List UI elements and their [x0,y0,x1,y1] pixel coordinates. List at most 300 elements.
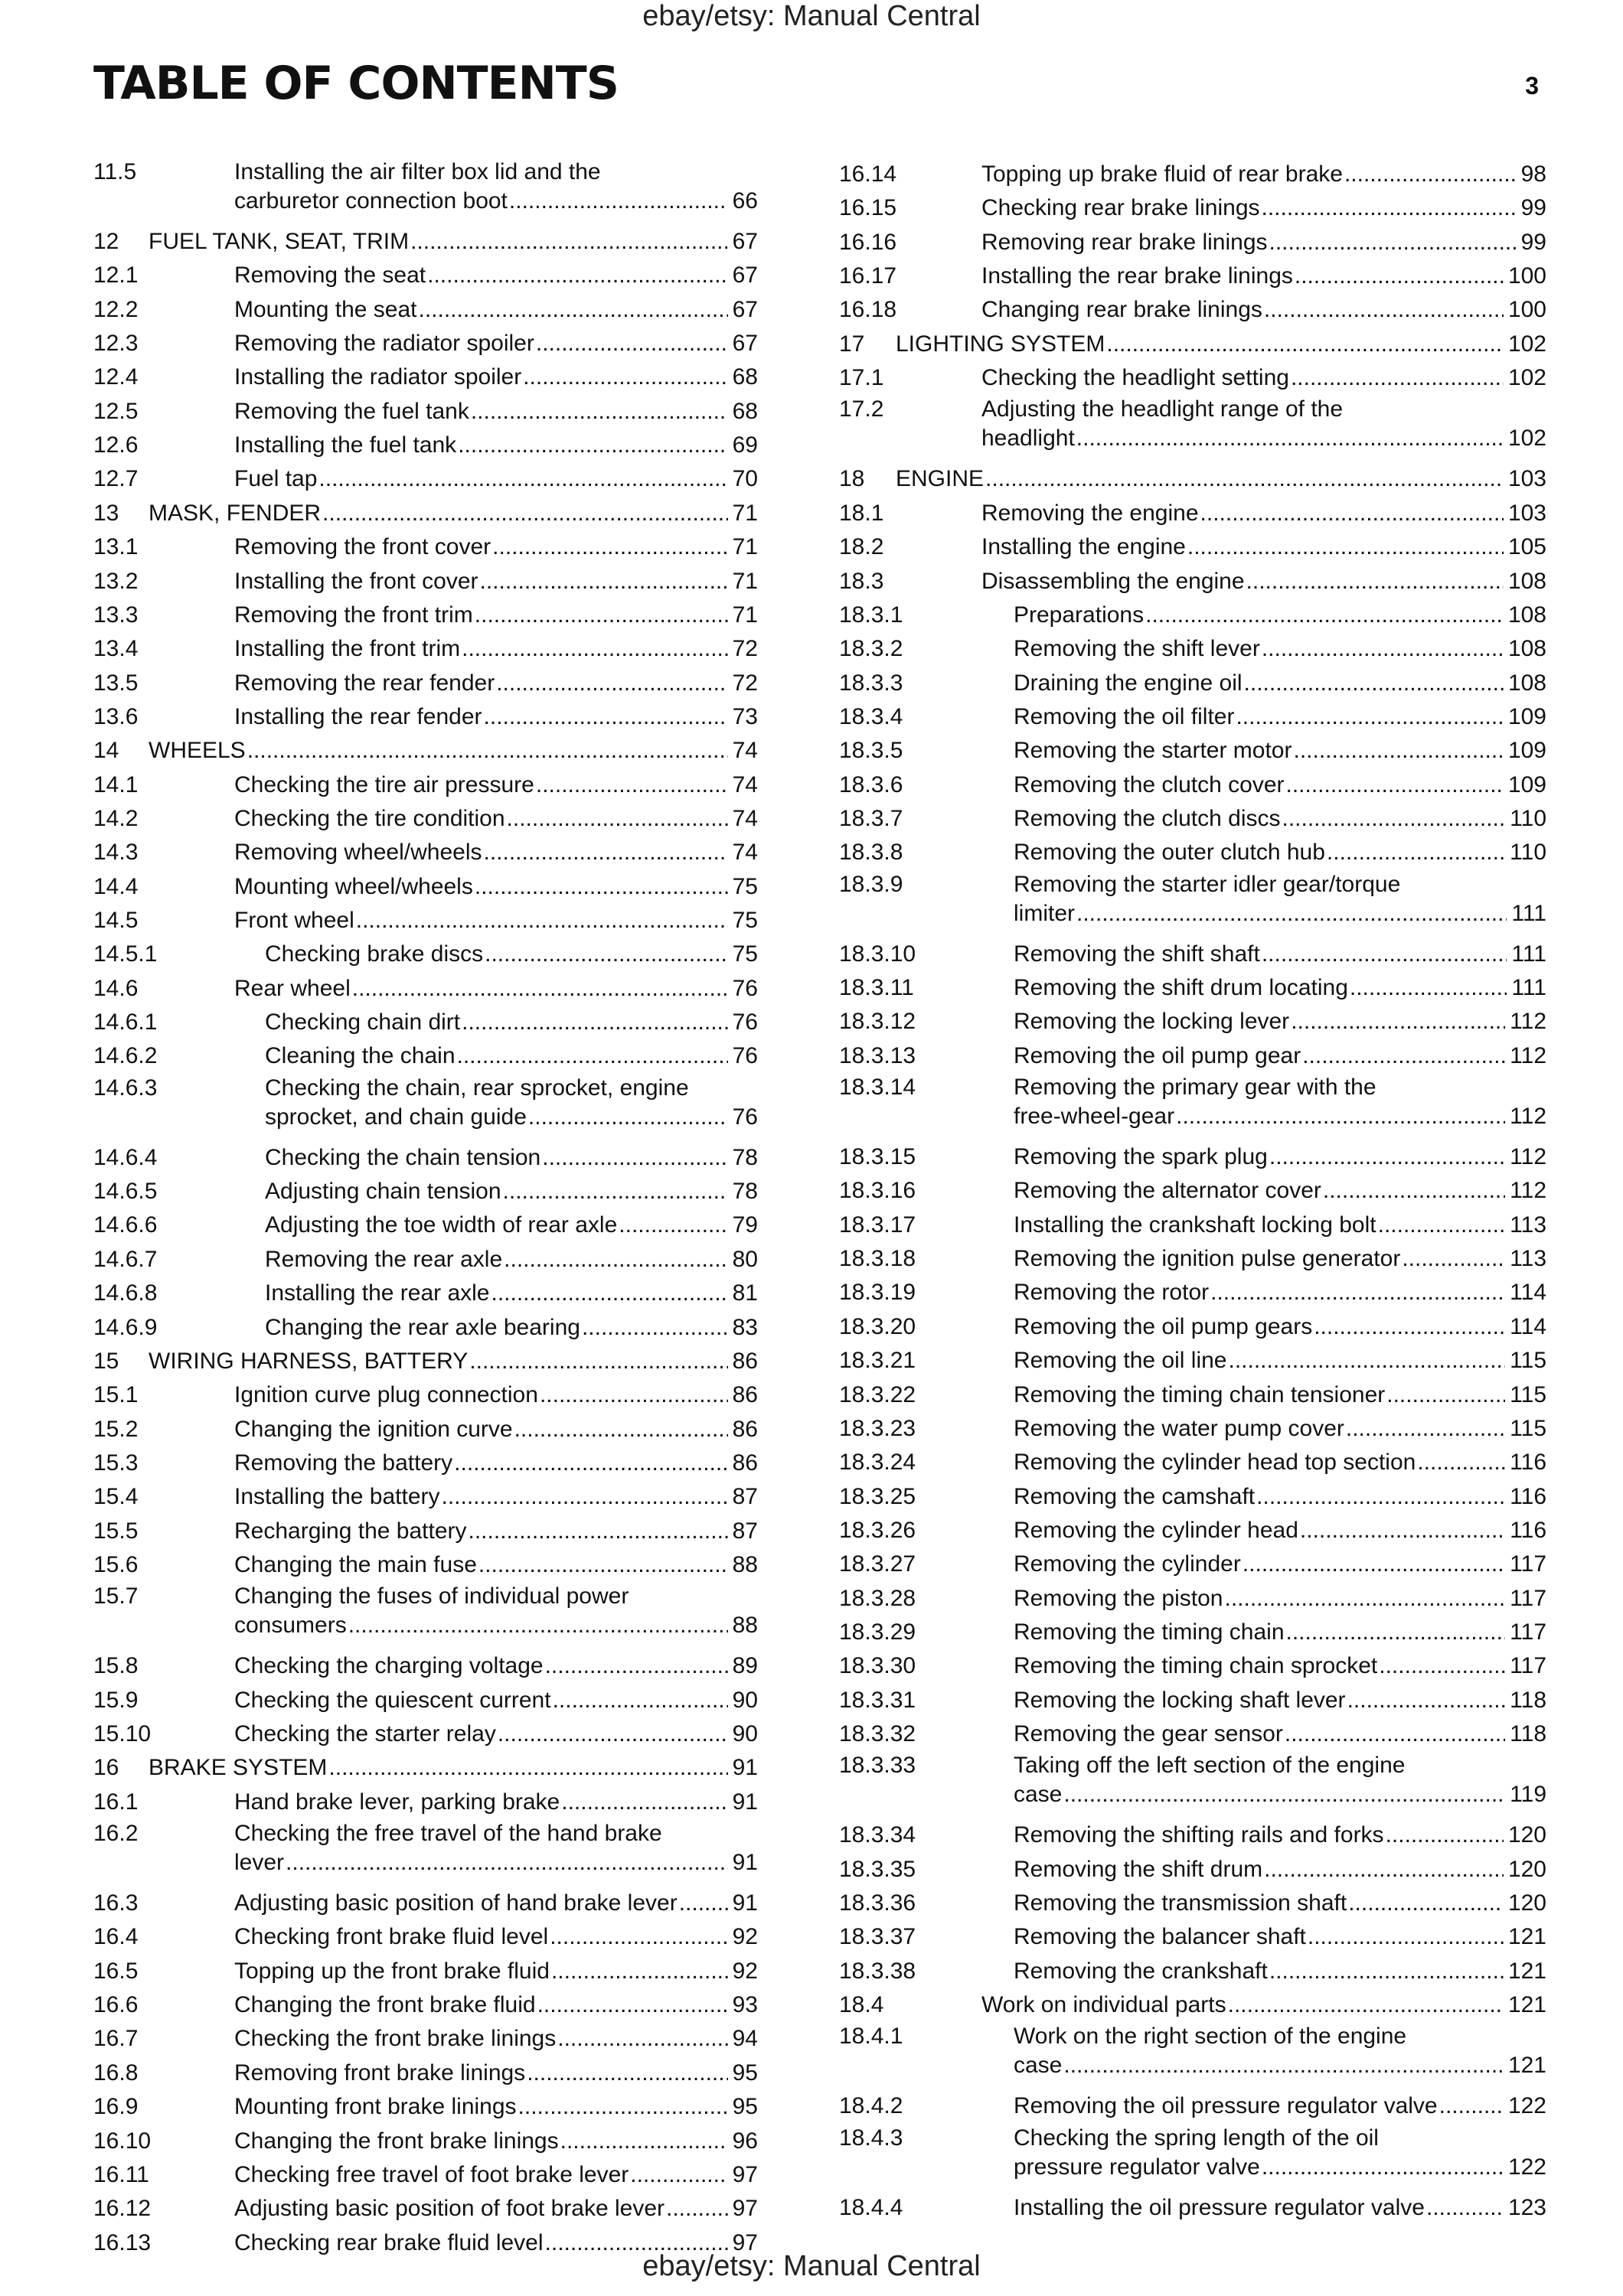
toc-entry[interactable] [839,1684,1546,1717]
toc-entry-title: Changing rear brake linings [981,297,1262,323]
toc-entry[interactable] [93,1074,758,1135]
toc-entry[interactable] [839,1446,1546,1479]
toc-entry-page: 112 [1510,1178,1546,1204]
toc-entry-page: 79 [732,1212,758,1238]
toc-entry[interactable] [839,768,1546,802]
toc-entry[interactable] [93,2192,758,2226]
dot-leader [561,1786,727,1819]
toc-entry-number: 18.2 [839,534,884,560]
toc-entry-page: 81 [732,1280,758,1306]
toc-entry-page: 71 [732,534,758,560]
toc-entry-page: 90 [732,1721,758,1746]
toc-entry-number: 18.3 [839,568,884,594]
toc-entry-page: 86 [732,1450,758,1476]
dot-leader [666,2192,728,2226]
toc-entry-page: 99 [1520,229,1546,255]
toc-entry[interactable] [93,462,758,496]
toc-entry-page: 87 [732,1484,758,1510]
dot-leader [1269,1955,1504,1988]
toc-entry-title: Adjusting basic position of hand brake lever [234,1890,678,1916]
toc-entry-number: 14.6.2 [93,1043,158,1069]
toc-entry[interactable] [839,395,1546,456]
toc-entry[interactable] [839,497,1546,530]
toc-entry[interactable] [839,1174,1546,1208]
toc-entry[interactable] [839,2089,1546,2123]
toc-entry-title: Removing the rear fender [234,670,495,696]
toc-entry-number: 18.3.7 [839,805,903,831]
toc-entry-page: 97 [732,2196,758,2222]
dot-leader [550,1920,727,1954]
toc-entry[interactable] [839,2124,1546,2185]
toc-entry[interactable] [839,598,1546,632]
dot-leader [247,734,728,768]
toc-entry[interactable] [839,259,1546,293]
toc-entry[interactable] [93,1039,758,1073]
toc-entry[interactable] [93,1277,758,1310]
toc-entry-page: 108 [1507,602,1546,628]
toc-entry-number: 13.2 [93,568,139,594]
toc-entry-page: 110 [1510,840,1546,866]
toc-entry[interactable] [93,1819,758,1880]
toc-entry[interactable] [93,870,758,904]
toc-entry-number: 14 [93,738,119,764]
toc-entry[interactable] [839,1887,1546,1920]
toc-entry-title: Removing the spark plug [1014,1144,1268,1170]
dot-leader [536,768,728,802]
toc-entry-page: 111 [1511,975,1546,1000]
page-title: TABLE OF CONTENTS [93,57,619,110]
toc-entry-page: 71 [732,602,758,628]
toc-entry-number: 16.15 [839,195,897,221]
toc-entry-title: Adjusting the toe width of rear axle [265,1212,618,1238]
toc-entry[interactable] [839,565,1546,598]
dot-leader [1063,2051,1504,2080]
toc-entry-page: 122 [1507,2093,1546,2119]
dot-leader [1386,1818,1504,1852]
toc-entry-page: 76 [732,1043,758,1069]
toc-entry-page: 109 [1507,703,1546,729]
dot-leader [528,1103,728,1132]
dot-leader [537,1988,728,2022]
toc-entry-number: 18.3.1 [839,602,903,628]
toc-entry[interactable] [839,1208,1546,1242]
toc-entry[interactable] [93,1175,758,1208]
toc-entry[interactable] [93,1684,758,1717]
toc-entry[interactable] [93,429,758,462]
toc-entry[interactable] [839,1818,1546,1852]
toc-entry[interactable] [93,1751,758,1785]
toc-entry-title: Removing the outer clutch hub [1014,840,1325,866]
toc-entry[interactable] [839,836,1546,869]
toc-entry[interactable] [93,1345,758,1378]
toc-entry-number: 14.3 [93,840,139,866]
toc-entry[interactable] [93,1920,758,1954]
toc-entry-title: Removing the water pump cover [1014,1415,1344,1441]
toc-entry-page: 121 [1507,1958,1546,1984]
toc-entry-number: 18.3.9 [839,871,903,897]
toc-entry[interactable] [839,361,1546,395]
dot-leader [1244,667,1504,700]
toc-entry-page: 108 [1507,636,1546,662]
toc-entry-number: 18.3.23 [839,1415,916,1441]
toc-entry[interactable] [839,870,1546,931]
toc-entry[interactable] [93,497,758,530]
toc-entry-number: 15.6 [93,1551,139,1577]
page-number: 3 [1525,72,1539,99]
dot-leader [1228,1988,1504,2022]
toc-entry[interactable] [93,1548,758,1582]
toc-entry[interactable] [93,1582,758,1643]
toc-entry-number: 18.3.27 [839,1551,916,1577]
toc-entry[interactable] [93,667,758,700]
toc-entry[interactable] [93,734,758,768]
dot-leader [496,667,727,700]
toc-entry[interactable] [93,259,758,292]
toc-entry[interactable] [839,734,1546,768]
toc-entry-number: 16.17 [839,263,897,289]
toc-entry[interactable] [93,700,758,734]
toc-entry-title-continued: case [1014,1782,1063,1808]
dot-leader [484,700,728,734]
dot-leader [582,1311,728,1345]
toc-entry-number: 18.3.34 [839,1822,916,1848]
toc-entry[interactable] [93,1649,758,1683]
toc-entry-page: 72 [732,636,758,662]
toc-entry[interactable] [93,1955,758,1988]
toc-entry-title: Changing the main fuse [234,1551,477,1577]
toc-entry-title: WIRING HARNESS, BATTERY [149,1348,469,1374]
toc-entry-page: 112 [1510,1042,1546,1068]
dot-leader [504,1243,727,1277]
toc-entry-number: 18.4.2 [839,2093,903,2119]
toc-entry[interactable] [839,1242,1546,1276]
dot-leader [491,1277,728,1310]
toc-entry-page: 121 [1507,2053,1546,2079]
toc-entry-page: 114 [1510,1313,1546,1339]
toc-entry-number: 14.6.6 [93,1212,158,1238]
dot-leader [1286,1616,1506,1649]
toc-entry[interactable] [839,632,1546,666]
toc-entry[interactable] [839,1378,1546,1412]
dot-leader [1295,259,1504,293]
dot-leader [1402,1242,1505,1276]
toc-entry-number: 15.2 [93,1416,139,1442]
toc-entry[interactable] [839,1514,1546,1548]
toc-entry[interactable] [93,360,758,394]
toc-entry-page: 86 [732,1416,758,1442]
toc-entry[interactable] [93,632,758,666]
toc-entry-number: 18.3.38 [839,1958,916,1984]
toc-entry[interactable] [839,938,1546,971]
toc-entry-number: 16.16 [839,229,897,255]
toc-entry-page: 111 [1511,900,1546,926]
toc-entry-page: 102 [1507,331,1546,357]
toc-entry[interactable] [93,904,758,938]
toc-entry[interactable] [93,1208,758,1242]
toc-entry-title: Removing the primary gear with the [1014,1075,1376,1101]
toc-entry-title: Removing the piston [1014,1585,1223,1611]
toc-entry[interactable] [839,462,1546,496]
toc-entry[interactable] [93,1717,758,1751]
toc-entry[interactable] [839,1649,1546,1683]
toc-entry[interactable] [93,836,758,869]
dot-leader [1327,836,1505,869]
toc-entry[interactable] [839,1140,1546,1174]
toc-entry[interactable] [93,1311,758,1345]
dot-leader [1236,700,1503,734]
toc-entry-number: 14.1 [93,771,139,797]
toc-entry[interactable] [839,226,1546,259]
toc-entry-page: 116 [1510,1450,1546,1476]
toc-entry-number: 12.3 [93,331,139,357]
toc-entry-page: 115 [1510,1381,1546,1407]
dot-leader [478,1548,728,1582]
toc-entry-page: 113 [1510,1246,1546,1272]
dot-leader [410,225,728,259]
toc-entry-title: Removing the transmission shaft [1014,1890,1347,1916]
toc-entry-page: 67 [732,263,758,289]
toc-entry-title: Changing the rear axle bearing [265,1314,580,1340]
toc-entry-number: 15.9 [93,1687,139,1713]
toc-entry[interactable] [839,1412,1546,1446]
toc-entry[interactable] [839,700,1546,734]
toc-entry[interactable] [93,327,758,360]
toc-entry-page: 74 [732,805,758,831]
toc-entry-title: Checking free travel of foot brake lever [234,2161,629,2187]
toc-entry[interactable] [93,530,758,564]
toc-entry-title: Removing rear brake linings [981,229,1268,255]
toc-entry[interactable] [93,1006,758,1039]
toc-entry-page: 121 [1507,1924,1546,1950]
toc-entry-title: Work on the right section of the engine [1014,2024,1407,2050]
toc-entry[interactable] [93,1480,758,1514]
toc-entry[interactable] [93,2022,758,2056]
toc-entry-title: Topping up brake fluid of rear brake [981,161,1343,187]
dot-leader [540,1378,728,1412]
toc-entry-number: 18.3.18 [839,1246,916,1272]
toc-entry-title: Removing the clutch discs [1014,805,1281,831]
toc-entry-title: Checking chain dirt [265,1009,461,1035]
toc-entry[interactable] [93,293,758,327]
dot-leader [560,2125,728,2158]
toc-entry[interactable] [93,1988,758,2022]
toc-entry[interactable] [839,1582,1546,1616]
toc-entry-title: Removing the shifting rails and forks [1014,1822,1384,1848]
toc-entry-number: 15.1 [93,1382,139,1408]
toc-entry-page: 97 [732,2229,758,2255]
toc-entry-page: 91 [732,1890,758,1916]
toc-entry[interactable] [839,2022,1546,2083]
toc-entry-title: Removing the timing chain tensioner [1014,1381,1386,1407]
toc-entry[interactable] [839,158,1546,191]
toc-entry[interactable] [93,2158,758,2192]
toc-entry-number: 15.3 [93,1450,139,1476]
toc-entry[interactable] [93,2056,758,2090]
toc-entry-number: 16.8 [93,2060,139,2086]
toc-entry-number: 18.3.33 [839,1753,916,1779]
toc-entry[interactable] [93,395,758,429]
toc-entry-number: 18.3.16 [839,1178,916,1204]
toc-entry-page: 117 [1510,1551,1546,1577]
toc-entry-number: 16.2 [93,1821,139,1847]
toc-entry-number: 12.4 [93,364,139,390]
toc-entry[interactable] [839,530,1546,564]
toc-entry[interactable] [839,1480,1546,1514]
dot-leader [1262,938,1507,971]
toc-entry[interactable] [93,768,758,802]
toc-entry-number: 18.3.20 [839,1313,916,1339]
toc-entry-page: 115 [1510,1415,1546,1441]
toc-entry[interactable] [839,971,1546,1005]
toc-entry-number: 12.1 [93,263,139,289]
toc-entry-page: 100 [1507,263,1546,289]
toc-entry-page: 68 [732,398,758,424]
toc-entry[interactable] [93,1446,758,1480]
toc-entry-number: 18.3.22 [839,1381,916,1407]
toc-entry[interactable] [839,1853,1546,1887]
dot-leader [1348,1887,1504,1920]
toc-entry[interactable] [93,598,758,632]
toc-entry-title: Checking the charging voltage [234,1653,544,1679]
toc-entry[interactable] [839,1073,1546,1134]
toc-entry[interactable] [93,938,758,971]
dot-leader [514,1413,728,1446]
toc-entry-title: Installing the rear brake linings [981,263,1293,289]
toc-entry[interactable] [839,1039,1546,1073]
toc-entry-number: 16 [93,1755,119,1781]
dot-leader [1264,293,1504,327]
toc-entry[interactable] [839,1005,1546,1039]
toc-entry-page: 80 [732,1246,758,1272]
toc-entry-number: 18.3.8 [839,840,903,866]
toc-entry-page: 78 [732,1179,758,1205]
toc-entry-page: 73 [732,703,758,729]
toc-entry-number: 16.7 [93,2026,139,2052]
toc-entry[interactable] [839,1344,1546,1378]
toc-entry-page: 121 [1507,1992,1546,2018]
toc-entry[interactable] [93,1515,758,1548]
toc-entry[interactable] [839,191,1546,225]
toc-entry[interactable] [839,1751,1546,1812]
toc-entry-number: 18.3.4 [839,703,903,729]
dot-leader [553,1684,728,1717]
toc-entry-title-continued: headlight [981,426,1075,452]
toc-entry-number: 18.3.2 [839,636,903,662]
toc-entry-number: 18.3.36 [839,1890,916,1916]
toc-entry-title: Removing the camshaft [1014,1483,1256,1509]
toc-entry-title: Checking the tire air pressure [234,771,534,797]
toc-entry-title: Rear wheel [234,975,351,1001]
toc-entry[interactable] [93,1378,758,1412]
dot-leader [1264,1853,1504,1887]
toc-entry-page: 91 [732,1755,758,1781]
toc-entry[interactable] [839,667,1546,700]
toc-entry-number: 17.1 [839,365,884,391]
toc-entry[interactable] [93,1413,758,1446]
toc-entry-number: 14.6.5 [93,1179,158,1205]
toc-entry[interactable] [93,1887,758,1920]
toc-entry-title: Installing the battery [234,1484,440,1510]
toc-entry[interactable] [839,293,1546,327]
toc-entry-page: 97 [732,2161,758,2187]
toc-entry[interactable] [839,1717,1546,1751]
toc-entry[interactable] [839,1548,1546,1581]
toc-entry-number: 18.3.17 [839,1212,916,1238]
toc-entry-title: Removing wheel/wheels [234,840,482,866]
toc-entry[interactable] [93,1141,758,1175]
toc-entry[interactable] [839,1276,1546,1309]
toc-entry[interactable] [93,1786,758,1819]
toc-entry[interactable] [839,1955,1546,1988]
toc-entry[interactable] [93,158,758,219]
dot-leader [518,2090,728,2124]
toc-entry[interactable] [93,1243,758,1277]
toc-entry-number: 18.3.26 [839,1517,916,1543]
toc-entry-title: Removing the oil pressure regulator valve [1014,2093,1438,2119]
toc-entry[interactable] [93,802,758,836]
toc-entry-page: 67 [732,296,758,322]
toc-entry-number: 14.5.1 [93,941,158,967]
toc-entry-title: Mounting wheel/wheels [234,873,473,899]
toc-entry-title: Removing front brake linings [234,2060,526,2086]
toc-entry-number: 16.6 [93,1992,139,2018]
toc-entry[interactable] [93,225,758,259]
toc-entry-title: Removing the cylinder head top section [1014,1450,1416,1476]
toc-entry[interactable] [839,1920,1546,1954]
toc-entry[interactable] [839,2191,1546,2225]
toc-entry-page: 120 [1507,1822,1546,1848]
toc-entry[interactable] [839,328,1546,361]
watermark-bottom: ebay/etsy: Manual Central [642,2250,981,2282]
toc-entry[interactable] [839,1616,1546,1649]
toc-entry-page: 76 [732,1009,758,1035]
toc-entry-number: 14.6.3 [93,1075,158,1101]
dot-leader [454,1446,727,1480]
toc-entry-page: 91 [732,1850,758,1876]
toc-entry-title: Mounting front brake linings [234,2094,517,2120]
toc-entry-title: Draining the engine oil [1014,670,1243,696]
toc-entry[interactable] [839,802,1546,836]
toc-entry-number: 14.6.8 [93,1280,158,1306]
toc-entry-title: Installing the fuel tank [234,432,457,458]
toc-entry-title-continued: carburetor connection boot [234,188,508,214]
toc-entry-title: Installing the rear fender [234,703,482,729]
dot-leader [1386,1378,1505,1412]
toc-entry[interactable] [93,972,758,1006]
toc-entry-number: 18.3.10 [839,941,916,967]
toc-entry-title: Installing the rear axle [265,1280,490,1306]
dot-leader [1076,424,1504,453]
dot-leader [536,327,728,360]
toc-entry-number: 18.3.11 [839,975,914,1000]
toc-entry-title-continued: sprocket, and chain guide [265,1104,527,1130]
toc-entry-number: 12.6 [93,432,139,458]
toc-entry-title: Removing the rotor [1014,1280,1210,1306]
toc-entry-number: 16.4 [93,1924,139,1950]
dot-leader [1262,632,1504,666]
toc-entry-title: Checking front brake fluid level [234,1924,549,1950]
toc-entry-title: Installing the front trim [234,636,461,662]
toc-entry[interactable] [839,1310,1546,1344]
toc-entry[interactable] [93,2090,758,2124]
toc-entry-title-continued: free-wheel-gear [1014,1104,1175,1130]
toc-entry[interactable] [93,565,758,598]
toc-entry-number: 18.3.29 [839,1619,916,1645]
toc-entry-title: Checking rear brake linings [981,195,1260,221]
toc-entry[interactable] [839,1988,1546,2022]
toc-entry[interactable] [93,2125,758,2158]
toc-entry-title: Checking the spring length of the oil [1014,2125,1379,2151]
